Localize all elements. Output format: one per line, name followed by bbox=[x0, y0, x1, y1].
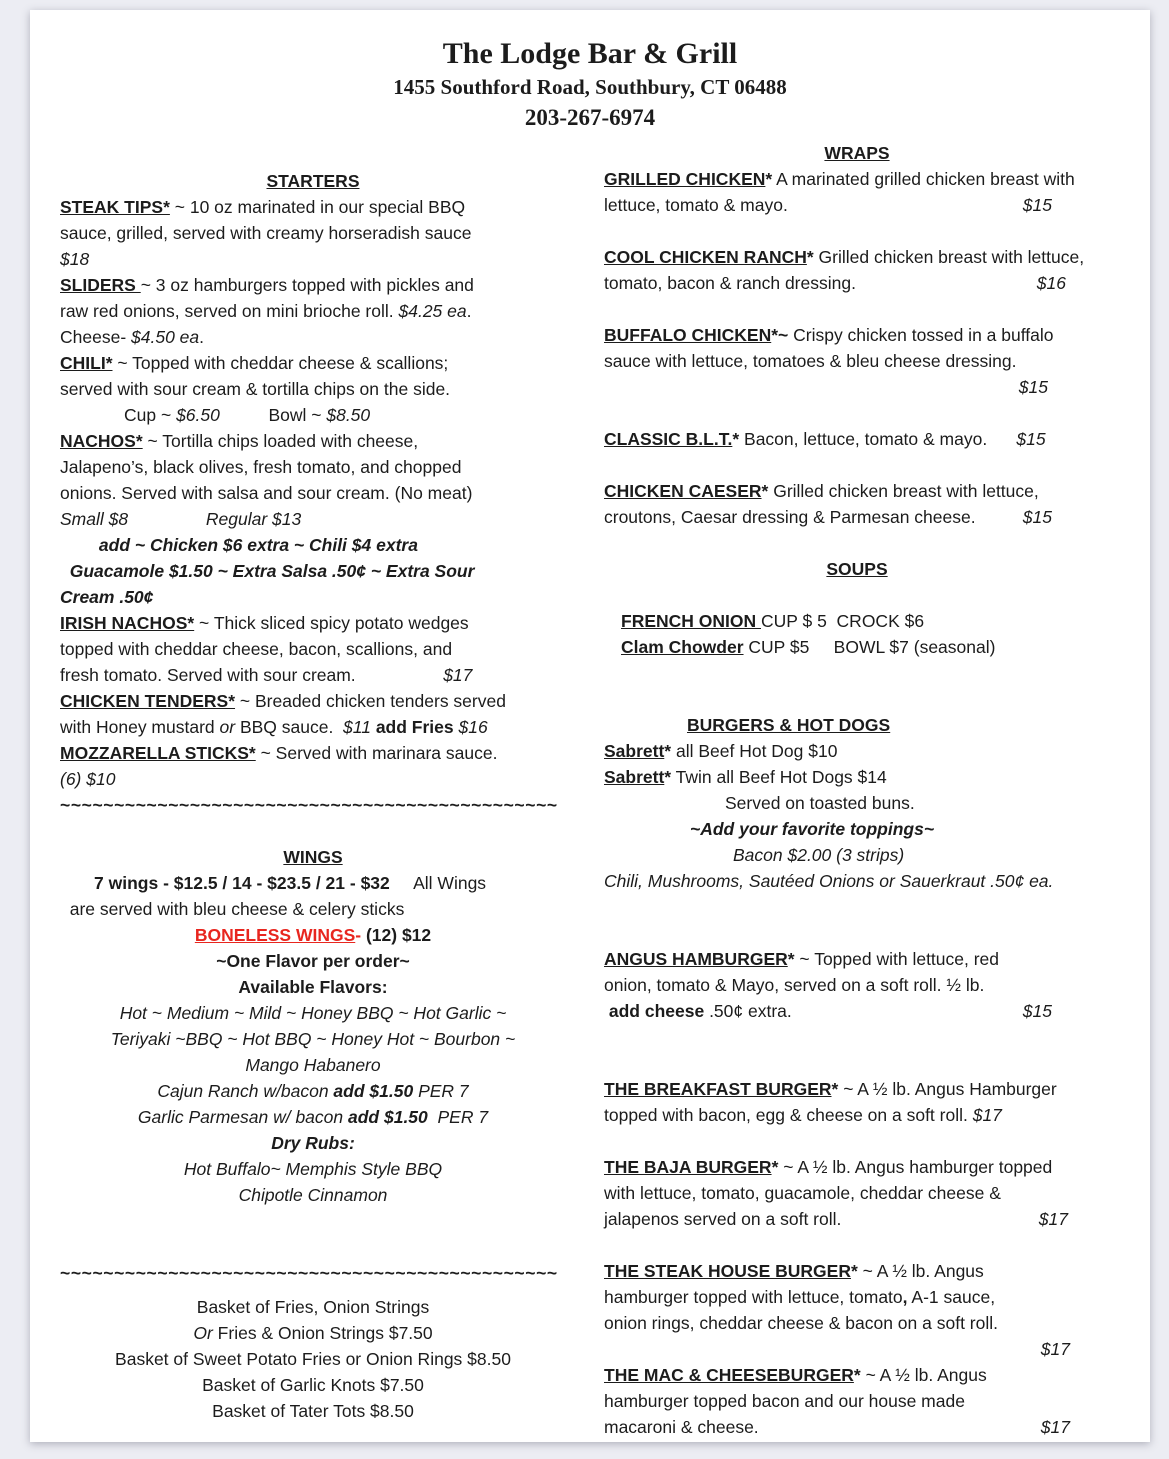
item-steak-house-burger bbox=[604, 1258, 1110, 1336]
text-segment: Fries & Onion Strings $7.50 bbox=[212, 1323, 433, 1343]
text-segment: * bbox=[806, 247, 814, 267]
text-segment: * bbox=[765, 169, 773, 189]
text-segment: $4.50 ea bbox=[131, 327, 200, 347]
wraps-heading bbox=[604, 140, 1110, 166]
dry-rubs-label bbox=[60, 1130, 566, 1156]
soup-french-onion bbox=[604, 608, 1110, 634]
text-segment: CUP $5 BOWL $7 (seasonal) bbox=[743, 637, 996, 657]
menu-page bbox=[30, 10, 1150, 1442]
text-segment: PER 7 bbox=[427, 1107, 489, 1127]
text-segment: ~ Served with marinara sauce. bbox=[255, 743, 498, 763]
text-segment: ~ Topped with lettuce, red bbox=[794, 949, 1000, 969]
text-segment: tomato, bacon & ranch dressing. bbox=[604, 273, 856, 293]
text-segment: Bacon $2.00 (3 strips) bbox=[733, 845, 905, 865]
text-segment: BUFFALO CHICKEN bbox=[604, 325, 772, 345]
text-segment: Bowl ~ bbox=[268, 405, 327, 425]
text-segment: fresh tomato. Served with sour cream. bbox=[60, 665, 356, 685]
text-segment: add ~ Chicken $6 extra ~ Chili $4 extra bbox=[98, 535, 418, 555]
text-segment: NACHOS* bbox=[60, 431, 143, 451]
soup-clam-chowder bbox=[604, 634, 1110, 660]
text-segment: CHICKEN TENDERS* bbox=[60, 691, 236, 711]
text-segment: $11 bbox=[343, 717, 371, 737]
item-chicken-tenders bbox=[60, 688, 566, 740]
text-segment: FRENCH ONION bbox=[621, 611, 761, 631]
item-steak-tips bbox=[60, 194, 566, 272]
wings-pricing bbox=[60, 870, 566, 922]
price: $15 bbox=[1022, 1001, 1052, 1021]
separator bbox=[60, 792, 566, 818]
text-segment: Chili, Mushrooms, Sautéed Onions or Sauerkraut .50¢ ea. bbox=[604, 871, 1054, 891]
menu-header bbox=[30, 36, 1150, 134]
text-segment: sauce with lettuce, tomatoes & bleu cheese dressing. bbox=[604, 351, 1017, 371]
text-segment: Cup ~ bbox=[124, 405, 177, 425]
basket-garlic-knots bbox=[60, 1372, 566, 1398]
text-segment: add $1.50 bbox=[333, 1081, 414, 1101]
text-segment: SOUPS bbox=[826, 559, 888, 579]
text-segment: * bbox=[664, 767, 672, 787]
item-nachos bbox=[60, 428, 566, 610]
text-segment: Sabrett bbox=[604, 767, 665, 787]
item-mac-cheeseburger bbox=[604, 1362, 1110, 1440]
flavor-garlic-parmesan bbox=[60, 1104, 566, 1130]
text-segment: with lettuce, tomato, guacamole, cheddar cheese & bbox=[604, 1183, 1001, 1203]
flavor-cajun-ranch bbox=[60, 1078, 566, 1104]
text-segment: SLIDERS bbox=[60, 275, 141, 295]
text-segment: All Wings bbox=[389, 873, 487, 893]
text-segment: WRAPS bbox=[824, 143, 890, 163]
text-segment: - bbox=[355, 925, 366, 945]
one-flavor-note bbox=[60, 948, 566, 974]
restaurant-name: The Lodge Bar & Grill bbox=[442, 37, 738, 70]
text-segment: * bbox=[850, 1261, 858, 1281]
text-segment: onions. Served with salsa and sour cream. (No meat) bbox=[60, 483, 473, 503]
basket-tater-tots bbox=[60, 1398, 566, 1424]
text-segment: Clam Chowder bbox=[621, 637, 744, 657]
text-segment: ~ Tortilla chips loaded with cheese, bbox=[142, 431, 419, 451]
text-segment: *~ bbox=[771, 325, 789, 345]
price: $15 bbox=[1018, 377, 1048, 397]
text-segment: or bbox=[219, 717, 236, 737]
text-segment: * bbox=[771, 1157, 779, 1177]
text-segment: Basket of Garlic Knots $7.50 bbox=[202, 1375, 424, 1395]
text-segment: Grilled chicken breast with lettuce, bbox=[768, 481, 1039, 501]
text-segment: Served on toasted buns. bbox=[725, 793, 915, 813]
item-buffalo-chicken-wrap bbox=[604, 322, 1110, 374]
burgers-hot-dogs-heading bbox=[604, 712, 1110, 738]
text-segment: * bbox=[732, 429, 740, 449]
text-segment: $17 bbox=[443, 665, 473, 685]
text-segment: ~ Topped with cheddar cheese & scallions; bbox=[112, 353, 449, 373]
text-segment: ANGUS HAMBURGER bbox=[604, 949, 788, 969]
boneless-wings bbox=[60, 922, 566, 948]
text-segment: are served with bleu cheese & celery sticks bbox=[60, 899, 405, 919]
price-line bbox=[604, 374, 1110, 400]
text-segment: ~Add your favorite toppings~ bbox=[690, 819, 935, 839]
text-segment: Cream .50¢ bbox=[60, 587, 154, 607]
text-segment: ~ Thick sliced spicy potato wedges bbox=[194, 613, 469, 633]
text-segment: Sabrett bbox=[604, 741, 665, 761]
basket-sweet-potato bbox=[60, 1346, 566, 1372]
starters-heading bbox=[60, 168, 566, 194]
text-segment: THE STEAK HOUSE BURGER bbox=[604, 1261, 851, 1281]
item-breakfast-burger bbox=[604, 1076, 1110, 1128]
text-segment: Jalapeno’s, black olives, fresh tomato, and chopped bbox=[60, 457, 462, 477]
item-baja-burger bbox=[604, 1154, 1110, 1232]
text-segment: Mango Habanero bbox=[245, 1055, 381, 1075]
text-segment: Small $8 bbox=[60, 509, 129, 529]
text-segment bbox=[220, 405, 269, 425]
text-segment: $8.50 bbox=[326, 405, 371, 425]
text-segment bbox=[60, 873, 94, 893]
text-segment: Teriyaki ~BBQ ~ Hot BBQ ~ Honey Hot ~ Bourbon ~ bbox=[110, 1029, 516, 1049]
text-segment: raw red onions, served on mini brioche roll. bbox=[60, 301, 399, 321]
text-segment: MOZZARELLA STICKS* bbox=[60, 743, 256, 763]
text-segment: served with sour cream & tortilla chips on the side. bbox=[60, 379, 451, 399]
text-segment: (6) $10 bbox=[60, 769, 116, 789]
text-segment: IRISH NACHOS* bbox=[60, 613, 195, 633]
text-segment: topped with bacon, egg & cheese on a soft roll. bbox=[604, 1105, 973, 1125]
text-segment: onion, tomato & Mayo, served on a soft roll. ½ lb. bbox=[604, 975, 985, 995]
restaurant-address: 1455 Southford Road, Southbury, CT 06488 bbox=[393, 75, 787, 99]
text-segment: ~~~~~~~~~~~~~~~~~~~~~~~~~~~~~~~~~~~~~~~~~~~~~~ bbox=[60, 795, 558, 815]
text-segment: * bbox=[831, 1079, 839, 1099]
text-segment: jalapenos served on a soft roll. bbox=[604, 1209, 842, 1229]
text-segment bbox=[60, 535, 99, 555]
text-segment: macaroni & cheese. bbox=[604, 1417, 759, 1437]
basket-fries-onion-strings bbox=[60, 1294, 566, 1320]
topping-bacon bbox=[604, 842, 1110, 868]
text-segment: croutons, Caesar dressing & Parmesan cheese. bbox=[604, 507, 976, 527]
text-segment: BONELESS WINGS bbox=[194, 925, 356, 945]
text-segment: * bbox=[761, 481, 769, 501]
text-segment: . bbox=[199, 327, 205, 347]
text-segment: Dry Rubs: bbox=[271, 1133, 355, 1153]
item-angus-hamburger bbox=[604, 946, 1110, 1024]
text-segment: * bbox=[664, 741, 672, 761]
text-segment: Available Flavors: bbox=[238, 977, 388, 997]
text-segment: Or bbox=[193, 1323, 213, 1343]
flavors-line-2 bbox=[60, 1026, 566, 1052]
left-column bbox=[60, 140, 566, 1440]
price: $15 bbox=[1022, 195, 1052, 215]
text-segment: add $1.50 bbox=[348, 1107, 428, 1127]
text-segment: add Fries bbox=[375, 717, 454, 737]
flavors-line-1 bbox=[60, 1000, 566, 1026]
text-segment: Garlic Parmesan w/ bacon bbox=[137, 1107, 348, 1127]
text-segment: Cajun Ranch w/bacon bbox=[157, 1081, 334, 1101]
text-segment: Chipotle Cinnamon bbox=[238, 1185, 388, 1205]
text-segment: $17 bbox=[972, 1105, 1002, 1125]
text-segment: * bbox=[853, 1365, 861, 1385]
restaurant-phone: 203-267-6974 bbox=[524, 105, 656, 130]
text-segment bbox=[987, 429, 1016, 449]
text-segment: Bacon, lettuce, tomato & mayo. bbox=[739, 429, 988, 449]
text-segment: hamburger topped with lettuce, tomato bbox=[604, 1287, 903, 1307]
item-sliders bbox=[60, 272, 566, 350]
text-segment: ~~~~~~~~~~~~~~~~~~~~~~~~~~~~~~~~~~~~~~~~~~~~~~ bbox=[60, 1263, 558, 1283]
text-segment: Crispy chicken tossed in a buffalo bbox=[788, 325, 1054, 345]
item-chicken-caeser bbox=[604, 478, 1110, 530]
text-segment: $18 bbox=[60, 249, 90, 269]
text-segment: ~ Breaded chicken tenders served bbox=[235, 691, 506, 711]
price: $17 bbox=[1038, 1209, 1068, 1229]
item-cool-chicken-ranch bbox=[604, 244, 1110, 296]
text-segment bbox=[60, 561, 70, 581]
text-segment: .50¢ extra. bbox=[704, 1001, 792, 1021]
item-sabrett-hot-dog bbox=[604, 738, 1110, 764]
text-segment: THE BAJA BURGER bbox=[604, 1157, 772, 1177]
toppings-note bbox=[604, 816, 1110, 842]
text-segment: Regular $13 bbox=[205, 509, 302, 529]
text-segment: Twin all Beef Hot Dogs $14 bbox=[671, 767, 887, 787]
text-segment: topped with cheddar cheese, bacon, scallions, and bbox=[60, 639, 453, 659]
text-segment: ~ A ½ lb. Angus hamburger topped bbox=[778, 1157, 1053, 1177]
item-sabrett-twin bbox=[604, 764, 1110, 790]
text-segment: Hot ~ Medium ~ Mild ~ Honey BBQ ~ Hot Garlic ~ bbox=[119, 1003, 507, 1023]
text-segment: ~ A ½ lb. Angus Hamburger bbox=[838, 1079, 1057, 1099]
soups-heading bbox=[604, 556, 1110, 582]
text-segment: A marinated grilled chicken breast with bbox=[772, 169, 1075, 189]
text-segment: Basket of Fries, Onion Strings bbox=[196, 1297, 430, 1317]
text-segment: BBQ sauce. bbox=[235, 717, 344, 737]
text-segment: $6.50 bbox=[176, 405, 220, 425]
text-segment: $15 bbox=[1016, 429, 1046, 449]
text-segment: all Beef Hot Dog $10 bbox=[671, 741, 838, 761]
text-segment bbox=[356, 665, 444, 685]
price: $17 bbox=[1040, 1339, 1070, 1359]
text-segment: A-1 sauce, bbox=[907, 1287, 996, 1307]
price: $16 bbox=[1036, 273, 1066, 293]
text-segment: COOL CHICKEN RANCH bbox=[604, 247, 807, 267]
item-classic-blt bbox=[604, 426, 1110, 452]
text-segment: CLASSIC B.L.T. bbox=[604, 429, 733, 449]
text-segment: Cheese- bbox=[60, 327, 132, 347]
basket-fries-and-onion-strings bbox=[60, 1320, 566, 1346]
item-chili bbox=[60, 350, 566, 402]
price-line bbox=[604, 1336, 1110, 1362]
flavors-line-3 bbox=[60, 1052, 566, 1078]
text-segment: BURGERS & HOT DOGS bbox=[687, 715, 891, 735]
separator bbox=[60, 1260, 566, 1286]
price: $15 bbox=[1022, 507, 1052, 527]
dry-rubs-line-1 bbox=[60, 1156, 566, 1182]
text-segment: with Honey mustard bbox=[60, 717, 220, 737]
text-segment: Hot Buffalo~ Memphis Style BBQ bbox=[183, 1159, 443, 1179]
text-segment: ~One Flavor per order~ bbox=[216, 951, 410, 971]
text-segment: ~ 10 oz marinated in our special BBQ bbox=[169, 197, 466, 217]
right-column bbox=[604, 140, 1110, 1440]
text-segment: onion rings, cheddar cheese & bacon on a soft roll. bbox=[604, 1313, 998, 1333]
text-segment: PER 7 bbox=[413, 1081, 469, 1101]
text-segment: ~ A ½ lb. Angus bbox=[860, 1365, 987, 1385]
item-irish-nachos bbox=[60, 610, 566, 688]
chili-sizes bbox=[60, 402, 566, 428]
text-segment: * bbox=[787, 949, 795, 969]
text-segment bbox=[128, 509, 206, 529]
text-segment: hamburger topped bacon and our house made bbox=[604, 1391, 965, 1411]
item-grilled-chicken-wrap bbox=[604, 166, 1110, 218]
text-segment: STARTERS bbox=[266, 171, 360, 191]
text-segment: THE MAC & CHEESEBURGER bbox=[604, 1365, 854, 1385]
text-segment: CHILI* bbox=[60, 353, 113, 373]
text-segment: ~ 3 oz hamburgers topped with pickles and bbox=[140, 275, 474, 295]
text-segment: Basket of Tater Tots $8.50 bbox=[212, 1401, 414, 1421]
available-flavors-label bbox=[60, 974, 566, 1000]
text-segment: $4.25 ea bbox=[398, 301, 467, 321]
text-segment: STEAK TIPS* bbox=[60, 197, 170, 217]
text-segment: Grilled chicken breast with lettuce, bbox=[813, 247, 1085, 267]
text-segment: lettuce, tomato & mayo. bbox=[604, 195, 788, 215]
text-segment: CUP $ 5 CROCK $6 bbox=[761, 611, 925, 631]
text-segment: CHICKEN CAESER bbox=[604, 481, 762, 501]
text-segment: , bbox=[902, 1287, 908, 1307]
text-segment: Basket of Sweet Potato Fries or Onion Rings $8.50 bbox=[115, 1349, 511, 1369]
wings-heading bbox=[60, 844, 566, 870]
price: $17 bbox=[1040, 1417, 1070, 1437]
text-segment: ~ A ½ lb. Angus bbox=[857, 1261, 984, 1281]
text-segment: (12) $12 bbox=[365, 925, 432, 945]
text-segment: GRILLED CHICKEN bbox=[604, 169, 766, 189]
text-segment: Guacamole $1.50 ~ Extra Salsa .50¢ ~ Extra Sour bbox=[69, 561, 475, 581]
text-segment: WINGS bbox=[283, 847, 343, 867]
text-segment: 7 wings - $12.5 / 14 - $23.5 / 21 - $32 bbox=[94, 873, 390, 893]
text-segment: THE BREAKFAST BURGER bbox=[604, 1079, 832, 1099]
text-segment: sauce, grilled, served with creamy horseradish sauce bbox=[60, 223, 472, 243]
hot-dog-note bbox=[604, 790, 1110, 816]
text-segment: . bbox=[466, 301, 472, 321]
text-segment: $16 bbox=[458, 717, 488, 737]
item-mozzarella-sticks bbox=[60, 740, 566, 792]
topping-others bbox=[604, 868, 1110, 894]
menu-columns bbox=[30, 140, 1150, 1440]
dry-rubs-line-2 bbox=[60, 1182, 566, 1208]
text-segment: add cheese bbox=[608, 1001, 705, 1021]
